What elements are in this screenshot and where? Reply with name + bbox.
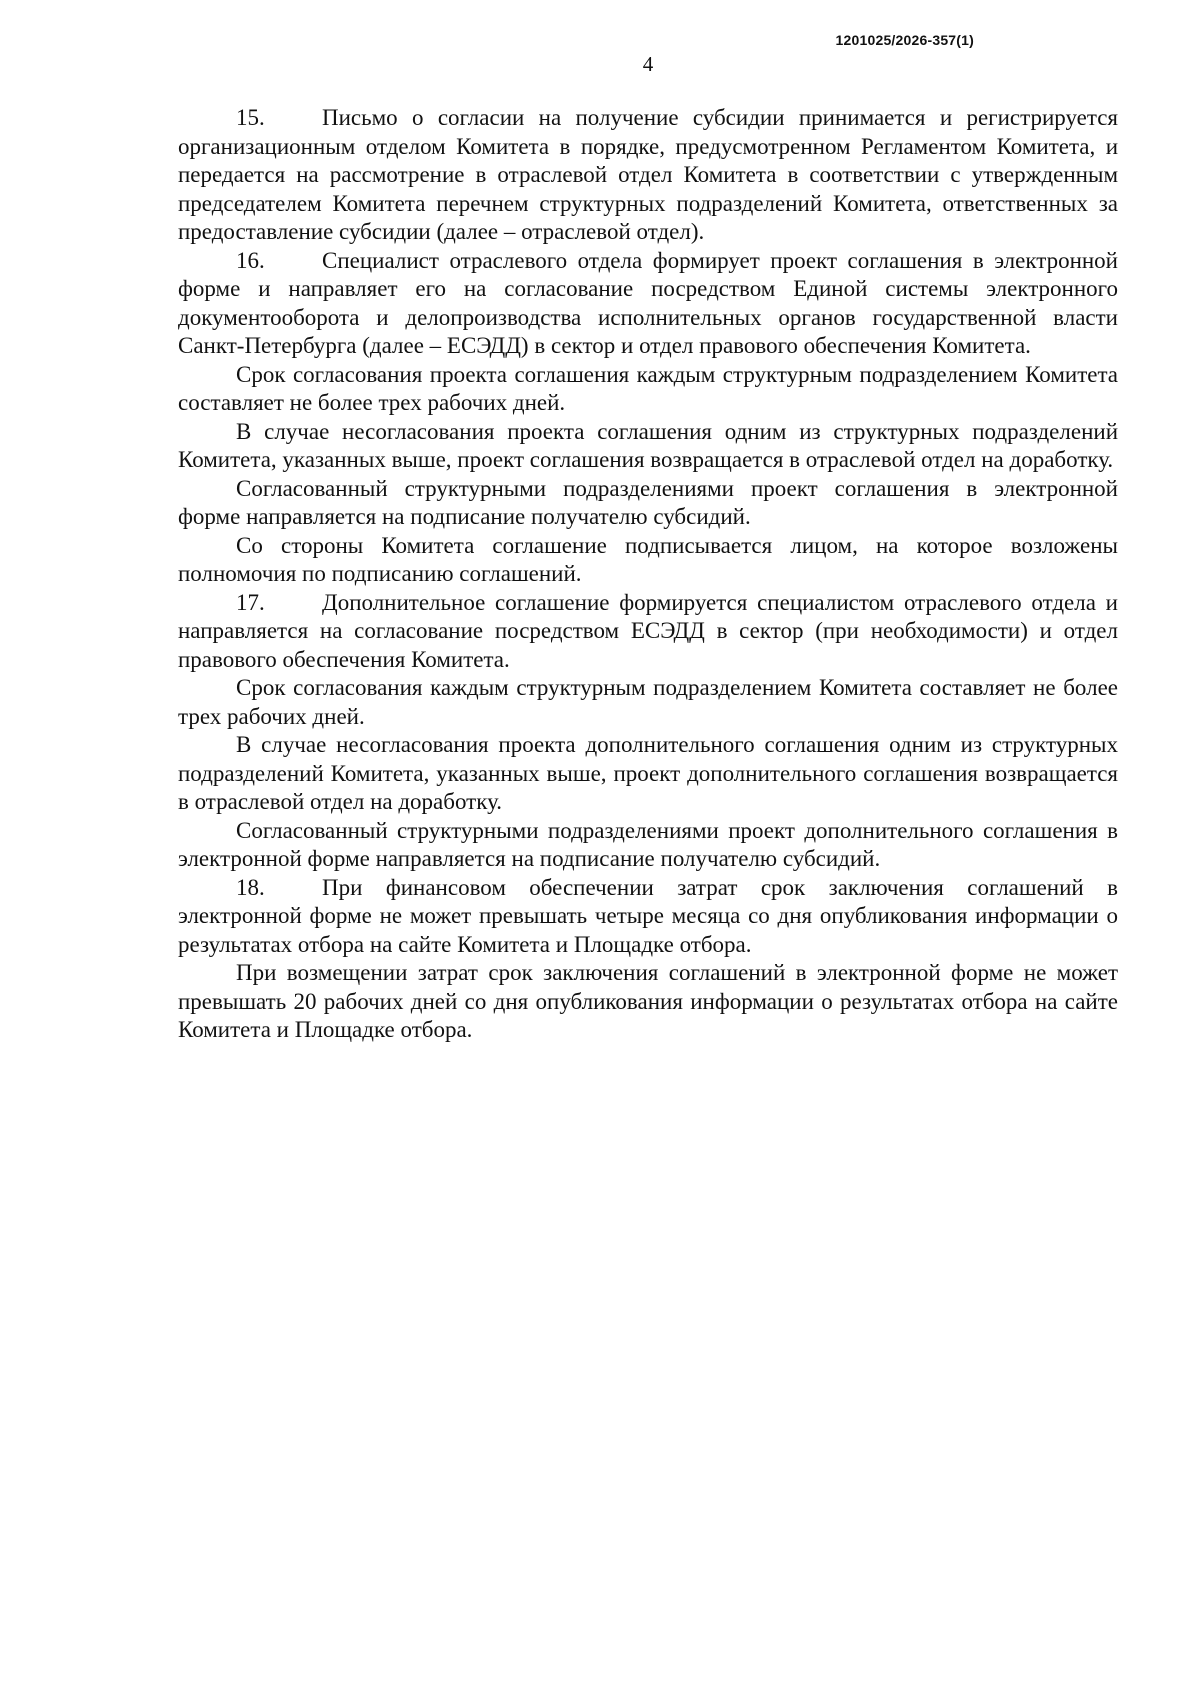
paragraph: Согласованный структурными подразделениями проект соглашения в электронной форме направляется на подписание получателю субсидий.	[178, 475, 1118, 529]
paragraph: Срок согласования проекта соглашения каждым структурным подразделением Комитета составляет не более трех рабочих дней.	[178, 361, 1118, 415]
paragraph-text: При финансовом обеспечении затрат срок заключения соглашений в электронной форме не может превышать четыре месяца со дня опубликования информации о результатах отбора на сайте Комитета и Площадке отбора.	[178, 874, 1118, 957]
paragraph-text: Дополнительное соглашение формируется специалистом отраслевого отдела и направляется на согласование посредством ЕСЭДД в сектор (при необходимости) и отдел правового обеспечения Комитета.	[178, 589, 1118, 672]
paragraph-text: Специалист отраслевого отдела формирует проект соглашения в электронной форме и направляет его на согласование посредством Единой системы электронного документооборота и делопроизводства исполнительных органов государственной власти Санкт-Петербурга (далее – ЕСЭДД) в сектор и отдел правового обеспечения Комитета.	[178, 247, 1118, 358]
paragraph: В случае несогласования проекта соглашения одним из структурных подразделений Комитета, указанных выше, проект соглашения возвращается в отраслевой отдел на доработку.	[178, 418, 1118, 472]
paragraph-text: Письмо о согласии на получение субсидии принимается и регистрируется организационным отделом Комитета в порядке, предусмотренном Регламентом Комитета, и передается на рассмотрение в отраслевой отдел Комитета в соответствии с утвержденным председателем Комитета перечнем структурных подразделений Комитета, ответственных за предоставление субсидии (далее – отраслевой отдел).	[178, 105, 1118, 244]
paragraph-15	[178, 104, 1118, 247]
paragraph-18	[178, 874, 1118, 960]
clause-number: 15.	[236, 105, 265, 130]
clause-number: 17.	[236, 589, 265, 615]
document-registration-number: 1201025/2026-357(1)	[835, 32, 974, 48]
clause-number: 18.	[236, 874, 265, 900]
paragraph-17	[178, 589, 1118, 675]
paragraph: При возмещении затрат срок заключения соглашений в электронной форме не может превышать 20 рабочих дней со дня опубликования информации о результатах отбора на сайте Комитета и Площадке отбора.	[178, 960, 1118, 1042]
page-number: 4	[642, 52, 654, 76]
paragraph: В случае несогласования проекта дополнительного соглашения одним из структурных подразделений Комитета, указанных выше, проект дополнительного соглашения возвращается в отраслевой отдел на доработку.	[178, 732, 1118, 814]
paragraph: Срок согласования каждым структурным подразделением Комитета составляет не более трех рабочих дней.	[178, 675, 1118, 729]
paragraph: Согласованный структурными подразделениями проект дополнительного соглашения в электронной форме направляется на подписание получателю субсидий.	[178, 817, 1118, 871]
paragraph: Со стороны Комитета соглашение подписывается лицом, на которое возложены полномочия по подписанию соглашений.	[178, 532, 1118, 586]
document-body	[178, 104, 1118, 1045]
paragraph-16	[178, 247, 1118, 361]
clause-number: 16.	[236, 247, 265, 273]
